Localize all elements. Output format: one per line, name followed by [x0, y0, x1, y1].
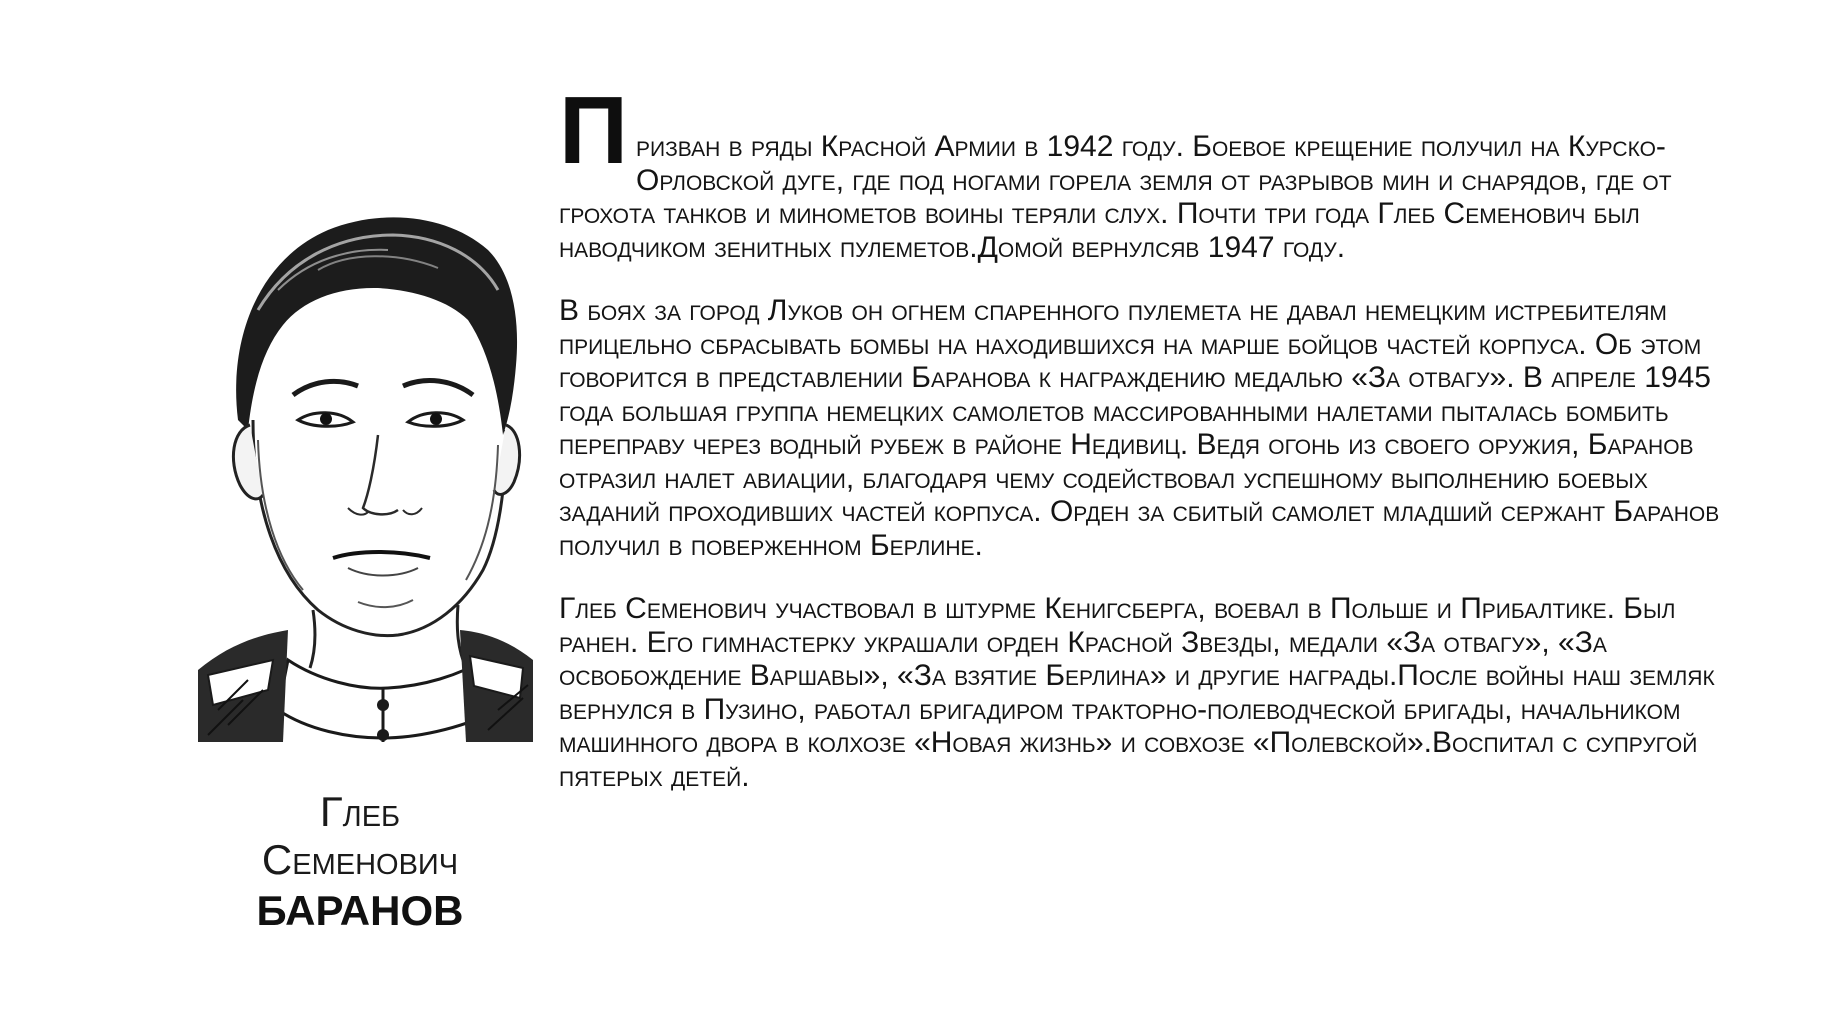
paragraph-3: Глеб Семенович участвовал в штурме Кенигсберга, воевал в Польше и Прибалтике. Был ранен. Его гимнастерку украшали орден Красной Звезды, медали «За отвагу», «За освобождение Варшавы», «За взятие Берлина» и другие награды.После войны наш земляк вернулся в Пузино, работал бригадиром тракторно-полеводческой бригады, начальником машинного двора в колхозе «Новая жизнь» и совхозе «Полевской».Воспитал с супругой пятерых детей. [559, 592, 1715, 793]
surname: БАРАНОВ [256, 886, 464, 934]
paragraph-1-text: ризван в ряды Красной Армии в 1942 году. Боевое крещение получил на Курско-Орловской дуге, где под ногами горела земля от разрывов мин и снарядов, где от грохота танков и минометов воины теряли слух. Почти три года Глеб Семенович был наводчиком зенитных пулеметов.Домой вернулсяв 1947 году. [559, 130, 1672, 264]
biography-article [559, 77, 1744, 823]
person-name-block [190, 788, 530, 935]
drop-cap-letter: П [559, 77, 628, 184]
paragraph-1 [559, 77, 1744, 264]
first-name: Глеб [319, 788, 401, 835]
portrait-drawing [198, 190, 533, 742]
paragraph-2: В боях за город Луков он огнем спаренного пулемета не давал немецким истребителям прицельно сбрасывать бомбы на находившихся на марше бойцов частей корпуса. Об этом говорится в представлении Баранова к награждению медалью «За отвагу». В апреле 1945 года большая группа немецких самолетов массированными налетами пыталась бомбить переправу через водный рубеж в районе Недивиц. Ведя огонь из своего оружия, Баранов отразил налет авиации, благодаря чему содействовал успешному выполнению боевых заданий проходивших частей корпуса. Орден за сбитый самолет младший сержант Баранов получил в поверженном Берлине. [559, 294, 1720, 562]
patronymic: Семенович [261, 836, 459, 884]
